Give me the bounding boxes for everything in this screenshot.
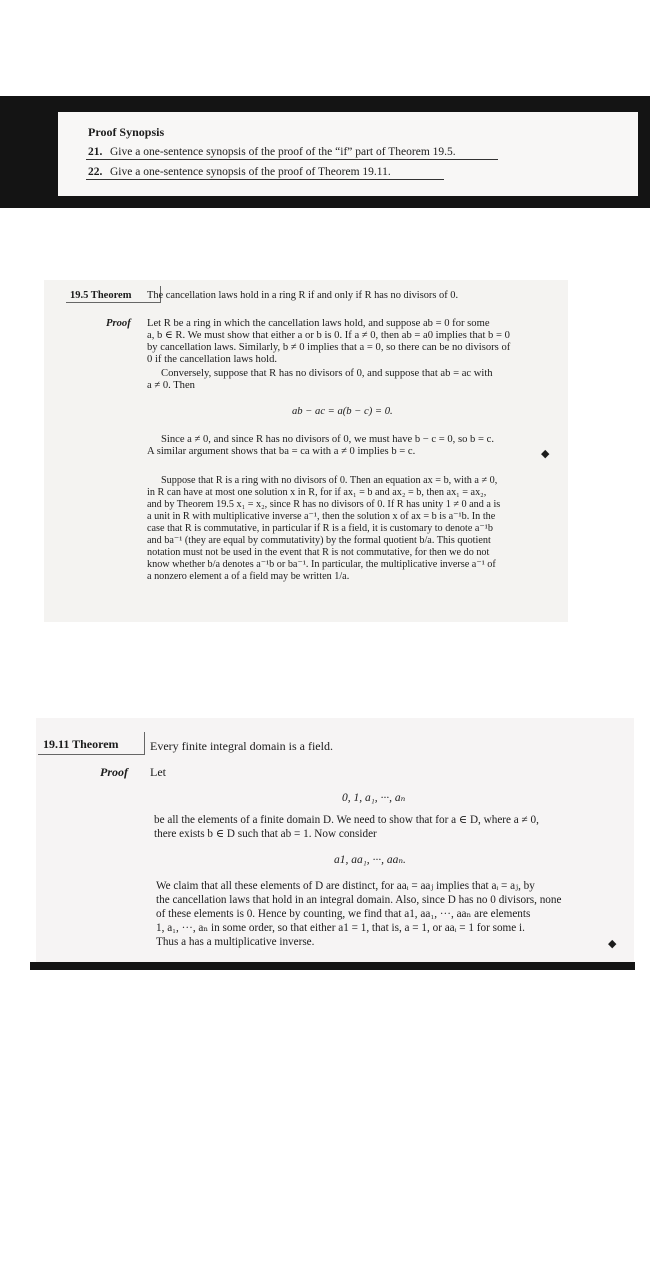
proof-line: of these elements is 0. Hence by counting, we find that a1, aa₁, ···, aaₙ are elements — [156, 908, 531, 920]
exercise-number-21: 21. — [88, 146, 103, 158]
proof-line: the cancellation laws that hold in an integral domain. Also, since D has no 0 divisors, none — [156, 894, 562, 906]
remark-line: notation must not be used in the event that R is not commutative, for then we do not — [147, 547, 490, 558]
remark-line: know whether b/a denotes a⁻¹b or ba⁻¹. In particular, the multiplicative inverse a⁻¹ of — [147, 559, 496, 570]
proof-line: Since a ≠ 0, and since R has no divisors of 0, we must have b − c = 0, so b = c. — [161, 434, 494, 445]
end-of-proof-mark: ◆ — [541, 448, 550, 460]
proof-label: Proof — [100, 765, 128, 779]
remark-line: Suppose that R is a ring with no divisors of 0. Then an equation ax = b, with a ≠ 0, — [161, 475, 498, 486]
theorem-19-11-card — [36, 718, 634, 963]
remark-line: in R can have at most one solution x in R, for if ax₁ = b and ax₂ = b, then ax₁ = ax₂, — [147, 487, 487, 498]
section-title: Proof Synopsis — [88, 125, 165, 139]
display-equation: a1, aa₁, ···, aaₙ. — [334, 854, 406, 866]
pen-underline — [86, 179, 444, 180]
theorem-label: 19.5 Theorem — [70, 290, 132, 301]
exercise-text-22: Give a one-sentence synopsis of the proof of Theorem 19.11. — [110, 166, 391, 178]
proof-line: a ≠ 0. Then — [147, 380, 195, 391]
bottom-dark-strip — [30, 962, 635, 970]
proof-line: We claim that all these elements of D are distinct, for aaᵢ = aaⱼ implies that aᵢ = aⱼ, by — [156, 880, 535, 892]
remark-line: and ba⁻¹ (they are equal by commutativity) by the formal quotient b/a. This quotient — [147, 535, 491, 546]
exercise-text-21: Give a one-sentence synopsis of the proof of the “if” part of Theorem 19.5. — [110, 146, 456, 158]
remark-line: a nonzero element a of a field may be written 1/a. — [147, 571, 350, 582]
proof-line: a, b ∈ R. We must show that either a or b is 0. If a ≠ 0, then ab = a0 implies that b = 0 — [147, 330, 510, 341]
proof-line: Let R be a ring in which the cancellation laws hold, and suppose ab = 0 for some — [147, 318, 490, 329]
proof-intro: Let — [150, 765, 166, 779]
theorem-statement: Every finite integral domain is a field. — [150, 739, 333, 753]
pen-underline — [86, 159, 498, 160]
theorem-19-5-card — [44, 280, 568, 622]
remark-line: and by Theorem 19.5 x₁ = x₂, since R has no divisors of 0. If R has unity 1 ≠ 0 and a is — [147, 499, 501, 510]
proof-line: A similar argument shows that ba = ca with a ≠ 0 implies b = c. — [147, 446, 416, 457]
display-equation: 0, 1, a₁, ···, aₙ — [342, 792, 406, 804]
proof-line: Thus a has a multiplicative inverse. — [156, 936, 315, 948]
proof-label: Proof — [106, 318, 131, 329]
proof-line: by cancellation laws. Similarly, b ≠ 0 implies that a = 0, so there can be no divisors of — [147, 342, 511, 353]
theorem-label: 19.11 Theorem — [43, 737, 119, 751]
exercise-number-22: 22. — [88, 166, 103, 178]
proof-line: 1, a₁, ···, aₙ in some order, so that either a1 = 1, that is, a = 1, or aaᵢ = 1 for some i. — [156, 922, 525, 934]
theorem-statement: The cancellation laws hold in a ring R if and only if R has no divisors of 0. — [147, 290, 459, 301]
proof-synopsis-card — [58, 112, 638, 196]
proof-line: there exists b ∈ D such that ab = 1. Now consider — [154, 828, 377, 840]
display-equation: ab − ac = a(b − c) = 0. — [292, 406, 393, 417]
remark-line: case that R is commutative, in particular if R is a field, it is customary to denote a⁻¹b — [147, 523, 493, 534]
proof-line: 0 if the cancellation laws hold. — [147, 354, 278, 365]
end-of-proof-mark: ◆ — [608, 938, 617, 950]
remark-line: a unit in R with multiplicative inverse a⁻¹, then the solution x of ax = b is a⁻¹b. In the — [147, 511, 496, 522]
proof-line: Conversely, suppose that R has no divisors of 0, and suppose that ab = ac with — [161, 368, 493, 379]
proof-line: be all the elements of a finite domain D. We need to show that for a ∈ D, where a ≠ 0, — [154, 814, 539, 826]
